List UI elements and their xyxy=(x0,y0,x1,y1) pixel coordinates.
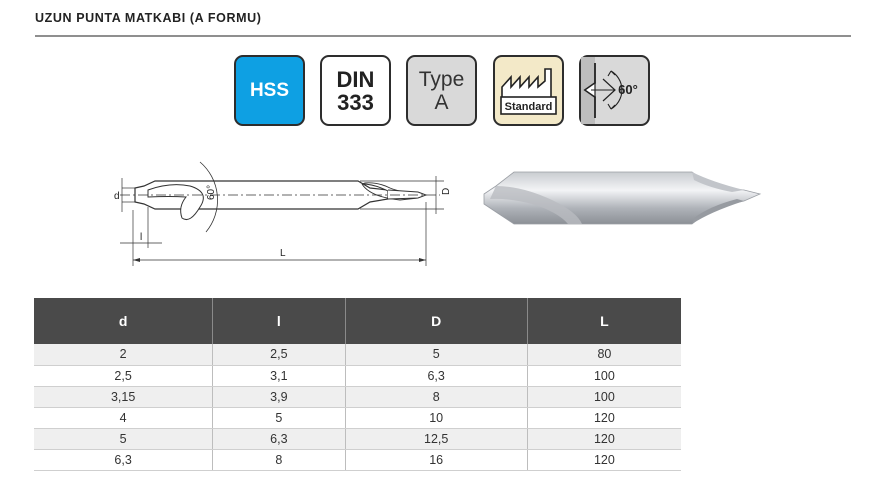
angle-label: 60° xyxy=(618,82,638,97)
technical-drawing xyxy=(100,152,460,272)
table-cell: 5 xyxy=(34,428,213,449)
table-cell: 120 xyxy=(527,428,681,449)
table-cell: 12,5 xyxy=(345,428,527,449)
angle-badge xyxy=(579,55,650,126)
table-cell: 3,1 xyxy=(213,365,345,386)
table-cell: 6,3 xyxy=(34,449,213,470)
table-cell: 100 xyxy=(527,365,681,386)
factory-icon xyxy=(495,57,562,124)
table-cell: 5 xyxy=(345,344,527,365)
table-cell: 2,5 xyxy=(213,344,345,365)
table-row xyxy=(34,344,681,365)
dim-angle-label: 60° xyxy=(206,184,217,200)
title-divider xyxy=(35,35,851,37)
col-header-l: l xyxy=(213,298,345,344)
table-cell: 5 xyxy=(213,407,345,428)
table-row xyxy=(34,449,681,470)
type-badge xyxy=(406,55,477,126)
table-cell: 6,3 xyxy=(213,428,345,449)
table-cell: 120 xyxy=(527,449,681,470)
din-label: DIN xyxy=(336,66,375,92)
standard-label: Standard xyxy=(504,101,553,113)
table-row xyxy=(34,386,681,407)
table-cell: 16 xyxy=(345,449,527,470)
table-cell: 8 xyxy=(345,386,527,407)
col-header-L: L xyxy=(527,298,681,344)
countersink-angle-icon xyxy=(581,57,648,124)
dim-d-label: d xyxy=(114,191,120,202)
table-cell: 10 xyxy=(345,407,527,428)
table-cell: 100 xyxy=(527,386,681,407)
spec-table xyxy=(34,298,681,471)
table-cell: 120 xyxy=(527,407,681,428)
type-value: A xyxy=(434,90,449,114)
table-row xyxy=(34,407,681,428)
table-cell: 80 xyxy=(527,344,681,365)
dim-D-label: D xyxy=(441,187,452,195)
din-number: 333 xyxy=(337,89,374,115)
din-badge xyxy=(320,55,391,126)
standard-badge xyxy=(493,55,564,126)
table-cell: 3,15 xyxy=(34,386,213,407)
hss-label: HSS xyxy=(249,79,290,101)
table-cell: 8 xyxy=(213,449,345,470)
table-cell: 4 xyxy=(34,407,213,428)
table-cell: 6,3 xyxy=(345,365,527,386)
table-row xyxy=(34,428,681,449)
col-header-d: d xyxy=(34,298,213,344)
table-cell: 2,5 xyxy=(34,365,213,386)
table-header-row xyxy=(34,298,681,344)
table-row xyxy=(34,365,681,386)
dim-l-label: l xyxy=(140,232,143,243)
hss-badge xyxy=(234,55,305,126)
table-cell: 2 xyxy=(34,344,213,365)
type-label: Type xyxy=(418,67,465,91)
drill-bit-image xyxy=(482,168,782,232)
table-cell: 3,9 xyxy=(213,386,345,407)
col-header-D: D xyxy=(345,298,527,344)
page-title: UZUN PUNTA MATKABI (A FORMU) xyxy=(35,11,262,25)
dim-L-label: L xyxy=(280,248,286,259)
